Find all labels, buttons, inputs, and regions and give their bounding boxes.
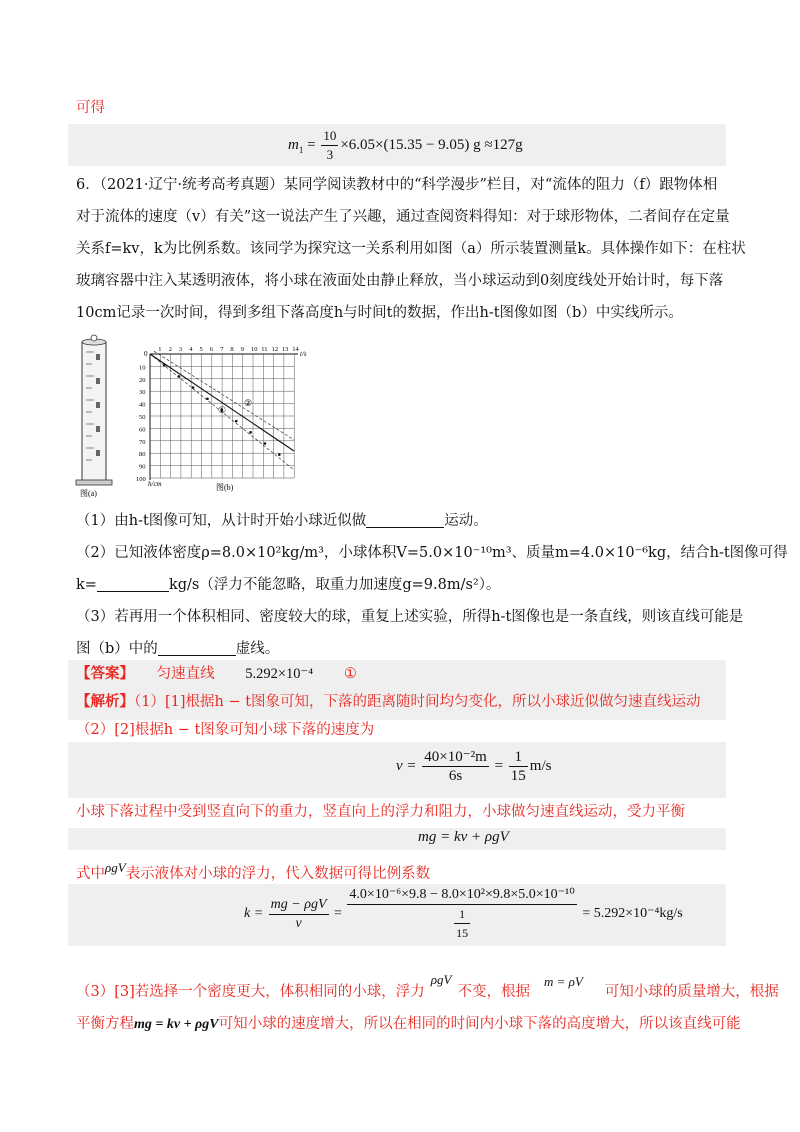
x-tick-label: 3 [178, 346, 183, 353]
y-tick-label: 100 [136, 476, 146, 483]
x-tick-label: 6 [209, 346, 214, 353]
x-tick-label: 5 [199, 346, 203, 353]
x-tick-label: 8 [230, 346, 234, 353]
formula-box-1 [68, 124, 726, 166]
analysis-line-6: 平衡方程mg = kv + ρgV可知小球的速度增大，所以在相同的时间内小球下落的高度增大，所以该直线可能 [76, 1016, 741, 1032]
x-tick-label: 7 [220, 346, 224, 353]
x-tick-label: 13 [281, 346, 289, 353]
y-tick-label: 90 [139, 463, 146, 471]
question-line-4: 玻璃容器中注入某透明液体，将小球在液面处由静止释放，当小球运动到0刻度线处开始计时，每下落 [76, 273, 724, 289]
formula-balance: mg = kv + ρgV [418, 829, 509, 845]
formula-box-v [68, 742, 726, 798]
caption-a: 图(a) [80, 489, 97, 498]
answer-2: 5.292×10⁻⁴ [245, 666, 314, 682]
origin-label: 0 [144, 350, 148, 358]
data-point [264, 442, 267, 445]
analysis-line-5: （3）[3]若选择一个密度更大，体积相同的小球，浮力ρgV不变，根据m = ρV可知小球的质量增大，根据 [76, 972, 779, 1000]
x-tick-label: 11 [261, 346, 268, 353]
x-tick-label: 12 [271, 346, 279, 353]
subq-2-line-1: （2）已知液体密度ρ=8.0×10²kg/m³，小球体积V=5.0×10⁻¹⁰m³、质量m=4.0×10⁻⁶kg，结合h-t图像可得 [76, 545, 788, 561]
y-tick-label: 60 [139, 426, 146, 434]
x-axis-unit: t/s [300, 350, 307, 358]
question-line-5: 10cm记录一次时间，得到多组下落高度h与时间t的数据，作出h-t图像如图（b）中实线所示。 [76, 305, 683, 321]
cylinder-apparatus [76, 335, 112, 485]
analysis-line-2: （2）[2]根据h − t图象可知小球下落的速度为 [76, 722, 375, 738]
data-point [235, 420, 238, 423]
formula-box-k [68, 884, 726, 946]
x-tick-label: 1 [158, 346, 162, 353]
analysis-line-3: 小球下落过程中受到竖直向下的重力，竖直向上的浮力和阻力，小球做匀速直线运动，受力平衡 [76, 804, 685, 820]
x-tick-label: 4 [189, 346, 193, 353]
y-axis-unit: h/cm [148, 480, 162, 488]
subq-3-line-1: （3）若再用一个体积相同、密度较大的球，重复上述实验，所得h-t图像也是一条直线，则该直线可能是 [76, 609, 744, 625]
subq-3-line-2: 图（b）中的 虚线。 [76, 641, 280, 657]
question-line-1: 6．（2021·辽宁·统考高考真题）某同学阅读教材中的“科学漫步”栏目，对“流体的阻力（f）跟物体相 [76, 177, 718, 193]
x-tick-label: 14 [292, 346, 299, 353]
y-tick-label: 20 [139, 376, 146, 384]
data-point [278, 453, 281, 456]
x-tick-label: 10 [251, 346, 258, 353]
intro-text: 可得 [76, 100, 105, 116]
question-line-2: 对于流体的速度（v）有关”这一说法产生了兴趣，通过查阅资料得知：对于球形物体，二者间存在定量 [76, 209, 730, 225]
x-tick-label: 9 [240, 346, 244, 353]
y-tick-label: 50 [139, 414, 146, 421]
formula-v: v = $\frac{\text{40×10⁻²m}}{6s}$ = $\frac{1}{15}$ m/s [396, 749, 552, 784]
y-tick-label: 10 [139, 364, 146, 372]
y-tick-label: 80 [139, 451, 146, 459]
data-point [249, 431, 252, 434]
subq-2-line-2: k= kg/s（浮力不能忽略，取重力加速度g=9.8m/s²）。 [76, 577, 501, 593]
formula-box-balance [68, 828, 726, 850]
y-tick-label: 40 [139, 401, 146, 409]
answer-line: 【答案】 匀速直线 5.292×10⁻⁴ ① [76, 665, 357, 682]
formula-k: k = $\frac{\text{mg − ρgV}}{v}$ = $\frac{\text{4.0×10⁻⁶×9.8 − 8.0×10²×9.8×5.0×10⁻¹⁰}}{\frac{1}{15}}$ = 5.292×10⁻⁴kg/s [244, 887, 683, 940]
label-line-2: ② [244, 399, 253, 409]
data-point [192, 386, 195, 389]
dashed-line-1 [154, 351, 294, 440]
question-line-3: 关系f=kv，k为比例系数。该同学为探究这一关系利用如图（a）所示装置测量k。具体操作如下：在柱状 [76, 241, 746, 257]
formula-m1: $m_1$ = $\frac{10}{3}$ ×6.05×(15.35 − 9.05) g ≈127g [288, 128, 523, 162]
figure-ab [68, 330, 338, 500]
x-tick-label: 2 [168, 346, 172, 353]
ht-graph [136, 346, 307, 488]
answer-1: 匀速直线 [156, 666, 215, 682]
analysis-line-1: 【解析】（1）[1]根据h − t图象可知，下落的距离随时间均匀变化，所以小球近似做匀速直线运动 [76, 693, 701, 710]
analysis-line-4: 式中ρgV表示液体对小球的浮力，代入数据可得比例系数 [76, 860, 431, 882]
y-tick-label: 30 [139, 389, 146, 397]
subq-1: （1）由h-t图像可知，从计时开始小球近似做 运动。 [76, 513, 488, 529]
label-line-1: ① [218, 406, 227, 416]
answer-3: ① [343, 666, 357, 682]
y-tick-label: 70 [139, 438, 146, 446]
data-point [177, 375, 180, 378]
caption-b: 图(b) [216, 483, 234, 492]
data-point [206, 397, 209, 400]
